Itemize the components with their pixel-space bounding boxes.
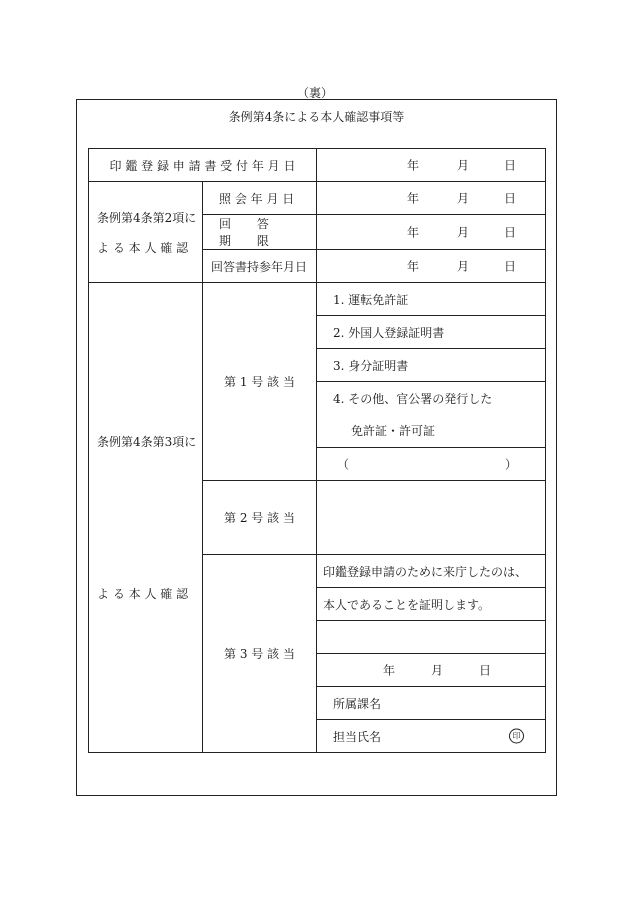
receipt-date-row bbox=[89, 149, 547, 182]
item3-statement-line1: 印鑑登録申請のために来庁したのは、 bbox=[317, 555, 546, 588]
id-option-row-1 bbox=[89, 283, 547, 316]
reply-deadline-field[interactable] bbox=[317, 215, 546, 250]
date-month: 月 bbox=[457, 259, 470, 274]
date-month: 月 bbox=[457, 225, 470, 240]
item1-label: 第 1 号 該 当 bbox=[203, 283, 317, 481]
section3-label-line2: よ る 本 人 確 認 bbox=[97, 587, 189, 601]
staff-name-label: 担当氏名 bbox=[333, 729, 382, 744]
page-heading: （裏） bbox=[296, 86, 333, 100]
inquiry-date-label: 照 会 年 月 日 bbox=[203, 182, 317, 215]
date-month: 月 bbox=[431, 663, 444, 678]
date-day: 日 bbox=[504, 259, 517, 274]
option-other-official-cont: 免許証・許可証 bbox=[317, 415, 546, 448]
option-id-certificate[interactable]: 3. 身分証明書 bbox=[317, 349, 546, 382]
item3-label: 第 3 号 該 当 bbox=[203, 555, 317, 753]
date-year: 年 bbox=[407, 158, 420, 173]
form-frame bbox=[76, 99, 557, 796]
section2-label-line2: よ る 本 人 確 認 bbox=[97, 240, 189, 255]
receipt-date-label: 印 鑑 登 録 申 請 書 受 付 年 月 日 bbox=[89, 149, 317, 182]
section2-label bbox=[89, 182, 203, 283]
item3-date-field[interactable] bbox=[317, 654, 546, 687]
date-year: 年 bbox=[407, 191, 420, 206]
paren-open: （ bbox=[337, 457, 350, 472]
section2-label-line1: 条例第4条第2項に bbox=[97, 210, 197, 225]
option-other-official[interactable]: 4. その他、官公署の発行した bbox=[317, 382, 546, 415]
reply-bring-date-field[interactable] bbox=[317, 250, 546, 283]
item3-statement-line2: 本人であることを証明します。 bbox=[317, 588, 546, 621]
other-document-field[interactable] bbox=[317, 448, 546, 481]
section3-label-line1: 条例第4条第3項に bbox=[97, 435, 197, 449]
date-day: 日 bbox=[504, 225, 517, 240]
section3-label bbox=[89, 283, 203, 753]
staff-name-field[interactable] bbox=[317, 720, 546, 753]
date-day: 日 bbox=[504, 191, 517, 206]
item2-label: 第 2 号 該 当 bbox=[203, 481, 317, 555]
seal-mark: 印 bbox=[509, 729, 524, 744]
reply-bring-date-label: 回答書持参年月日 bbox=[203, 250, 317, 283]
confirmation-table bbox=[88, 148, 547, 753]
reply-deadline-label: 回 答 期 限 bbox=[203, 215, 317, 250]
date-year: 年 bbox=[407, 225, 420, 240]
date-day: 日 bbox=[504, 158, 517, 173]
option-drivers-license[interactable]: 1. 運転免許証 bbox=[317, 283, 546, 316]
inquiry-date-field[interactable] bbox=[317, 182, 546, 215]
paren-close: ） bbox=[505, 457, 518, 472]
date-month: 月 bbox=[457, 191, 470, 206]
item2-field[interactable] bbox=[317, 481, 546, 555]
date-year: 年 bbox=[407, 259, 420, 274]
option-alien-registration[interactable]: 2. 外国人登録証明書 bbox=[317, 316, 546, 349]
date-year: 年 bbox=[383, 663, 396, 678]
date-day: 日 bbox=[479, 663, 492, 678]
department-field[interactable]: 所属課名 bbox=[317, 687, 546, 720]
item3-blank-field[interactable] bbox=[317, 621, 546, 654]
date-month: 月 bbox=[457, 158, 470, 173]
receipt-date-field[interactable] bbox=[317, 149, 546, 182]
form-title: 条例第4条による本人確認事項等 bbox=[228, 110, 405, 124]
inquiry-date-row bbox=[89, 182, 547, 215]
